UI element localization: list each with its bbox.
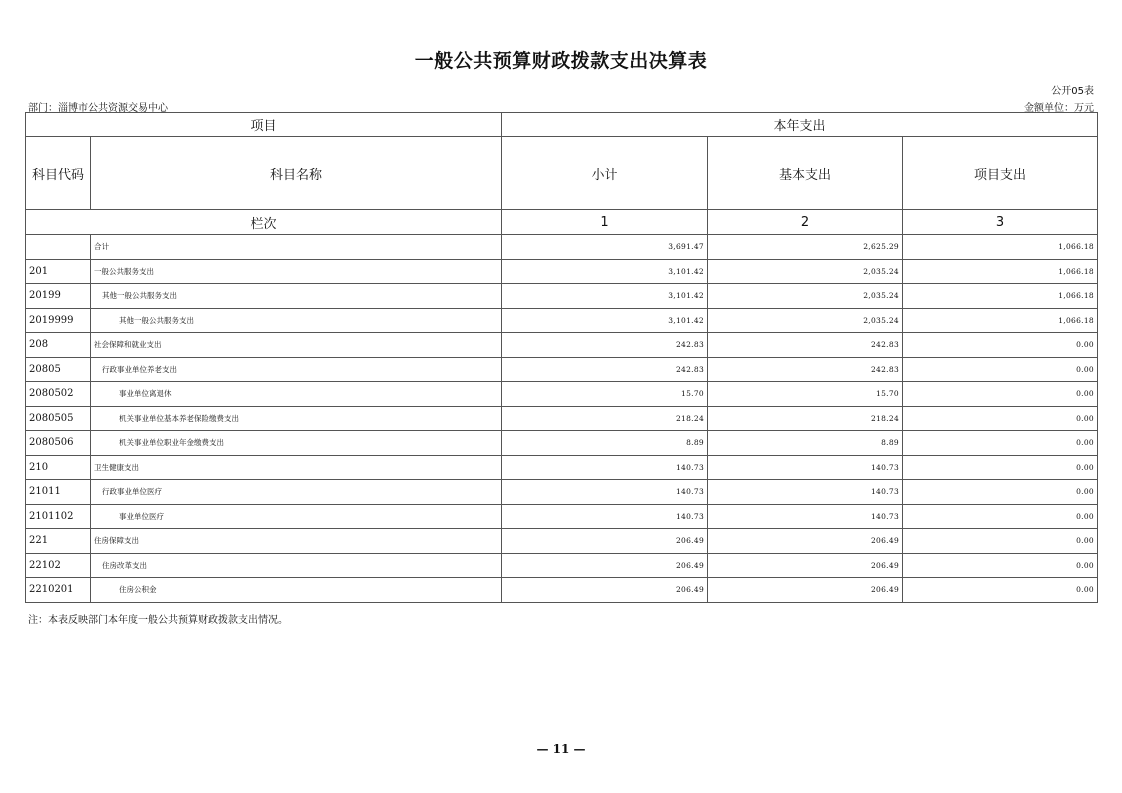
- table-row: [26, 284, 1098, 309]
- row-project: 0.00: [903, 578, 1098, 603]
- table-note: 注：本表反映部门本年度一般公共预算财政拨款支出情况。: [28, 615, 288, 626]
- row-basic: 218.24: [708, 406, 903, 431]
- table-row: [26, 480, 1098, 505]
- row-basic: 206.49: [708, 578, 903, 603]
- row-subtotal: 242.83: [502, 333, 708, 358]
- row-name: 住房公积金: [91, 578, 502, 603]
- header-item: 项目: [26, 113, 502, 137]
- table-row: [26, 406, 1098, 431]
- row-code: 208: [26, 333, 91, 358]
- header-row-column-numbers: [26, 210, 1098, 235]
- row-subtotal: 15.70: [502, 382, 708, 407]
- row-name: 合计: [91, 235, 502, 260]
- page-number: — 11 —: [536, 742, 586, 756]
- table-row: [26, 382, 1098, 407]
- row-code: 2080505: [26, 406, 91, 431]
- table-body: [26, 235, 1098, 603]
- row-name: 社会保障和就业支出: [91, 333, 502, 358]
- row-basic: 206.49: [708, 529, 903, 554]
- row-code: 20805: [26, 357, 91, 382]
- header-name: 科目名称: [91, 137, 502, 210]
- header-column-label: 栏次: [26, 210, 502, 235]
- row-basic: 242.83: [708, 333, 903, 358]
- row-project: 0.00: [903, 529, 1098, 554]
- row-subtotal: 242.83: [502, 357, 708, 382]
- row-code: 2019999: [26, 308, 91, 333]
- row-subtotal: 206.49: [502, 529, 708, 554]
- row-code: 221: [26, 529, 91, 554]
- expenditure-table: [25, 112, 1098, 603]
- row-name: 事业单位离退休: [91, 382, 502, 407]
- row-subtotal: 8.89: [502, 431, 708, 456]
- row-code: 20199: [26, 284, 91, 309]
- row-code: 22102: [26, 553, 91, 578]
- row-subtotal: 140.73: [502, 504, 708, 529]
- row-name: 住房保障支出: [91, 529, 502, 554]
- row-project: 1,066.18: [903, 308, 1098, 333]
- row-name: 事业单位医疗: [91, 504, 502, 529]
- table-row: [26, 431, 1098, 456]
- row-project: 1,066.18: [903, 235, 1098, 260]
- row-name: 一般公共服务支出: [91, 259, 502, 284]
- row-project: 0.00: [903, 357, 1098, 382]
- row-basic: 140.73: [708, 480, 903, 505]
- table-row: [26, 553, 1098, 578]
- row-subtotal: 3,101.42: [502, 284, 708, 309]
- row-subtotal: 140.73: [502, 455, 708, 480]
- table-row: [26, 333, 1098, 358]
- row-subtotal: 3,101.42: [502, 308, 708, 333]
- unit-label: 金额单位：万元: [1024, 103, 1094, 114]
- row-name: 机关事业单位职业年金缴费支出: [91, 431, 502, 456]
- row-basic: 140.73: [708, 504, 903, 529]
- row-name: 行政事业单位养老支出: [91, 357, 502, 382]
- header-this-year: 本年支出: [502, 113, 1098, 137]
- row-project: 0.00: [903, 504, 1098, 529]
- row-subtotal: 218.24: [502, 406, 708, 431]
- row-name: 其他一般公共服务支出: [91, 308, 502, 333]
- row-project: 1,066.18: [903, 259, 1098, 284]
- header-col-2: 2: [708, 210, 903, 235]
- table-row: [26, 357, 1098, 382]
- header-col-1: 1: [502, 210, 708, 235]
- header-basic: 基本支出: [708, 137, 903, 210]
- row-project: 0.00: [903, 480, 1098, 505]
- row-project: 0.00: [903, 333, 1098, 358]
- form-number: 公开05表: [1051, 86, 1094, 97]
- table-row: [26, 529, 1098, 554]
- row-basic: 140.73: [708, 455, 903, 480]
- header-code: 科目代码: [26, 137, 91, 210]
- table-row: [26, 578, 1098, 603]
- table-row: [26, 235, 1098, 260]
- row-basic: 2,035.24: [708, 284, 903, 309]
- row-name: 其他一般公共服务支出: [91, 284, 502, 309]
- header-col-3: 3: [903, 210, 1098, 235]
- row-code: 210: [26, 455, 91, 480]
- row-project: 0.00: [903, 553, 1098, 578]
- header-project: 项目支出: [903, 137, 1098, 210]
- row-basic: 2,625.29: [708, 235, 903, 260]
- department-label: 部门：淄博市公共资源交易中心: [28, 103, 168, 114]
- row-subtotal: 3,101.42: [502, 259, 708, 284]
- row-basic: 2,035.24: [708, 259, 903, 284]
- row-project: 0.00: [903, 455, 1098, 480]
- row-subtotal: 206.49: [502, 578, 708, 603]
- row-code: 2080502: [26, 382, 91, 407]
- row-subtotal: 140.73: [502, 480, 708, 505]
- header-row-2: [26, 137, 1098, 210]
- row-project: 0.00: [903, 382, 1098, 407]
- row-name: 机关事业单位基本养老保险缴费支出: [91, 406, 502, 431]
- row-name: 行政事业单位医疗: [91, 480, 502, 505]
- row-project: 1,066.18: [903, 284, 1098, 309]
- row-basic: 242.83: [708, 357, 903, 382]
- table-row: [26, 504, 1098, 529]
- header-row-1: [26, 113, 1098, 137]
- row-basic: 206.49: [708, 553, 903, 578]
- table-row: [26, 308, 1098, 333]
- row-subtotal: 206.49: [502, 553, 708, 578]
- table-row: [26, 259, 1098, 284]
- header-subtotal: 小计: [502, 137, 708, 210]
- row-code: 2210201: [26, 578, 91, 603]
- row-name: 卫生健康支出: [91, 455, 502, 480]
- row-code: [26, 235, 91, 260]
- row-basic: 15.70: [708, 382, 903, 407]
- row-subtotal: 3,691.47: [502, 235, 708, 260]
- row-project: 0.00: [903, 431, 1098, 456]
- row-code: 2101102: [26, 504, 91, 529]
- row-code: 201: [26, 259, 91, 284]
- page-title: 一般公共预算财政拨款支出决算表: [414, 50, 708, 72]
- row-name: 住房改革支出: [91, 553, 502, 578]
- row-project: 0.00: [903, 406, 1098, 431]
- row-code: 2080506: [26, 431, 91, 456]
- table-row: [26, 455, 1098, 480]
- row-basic: 2,035.24: [708, 308, 903, 333]
- row-basic: 8.89: [708, 431, 903, 456]
- row-code: 21011: [26, 480, 91, 505]
